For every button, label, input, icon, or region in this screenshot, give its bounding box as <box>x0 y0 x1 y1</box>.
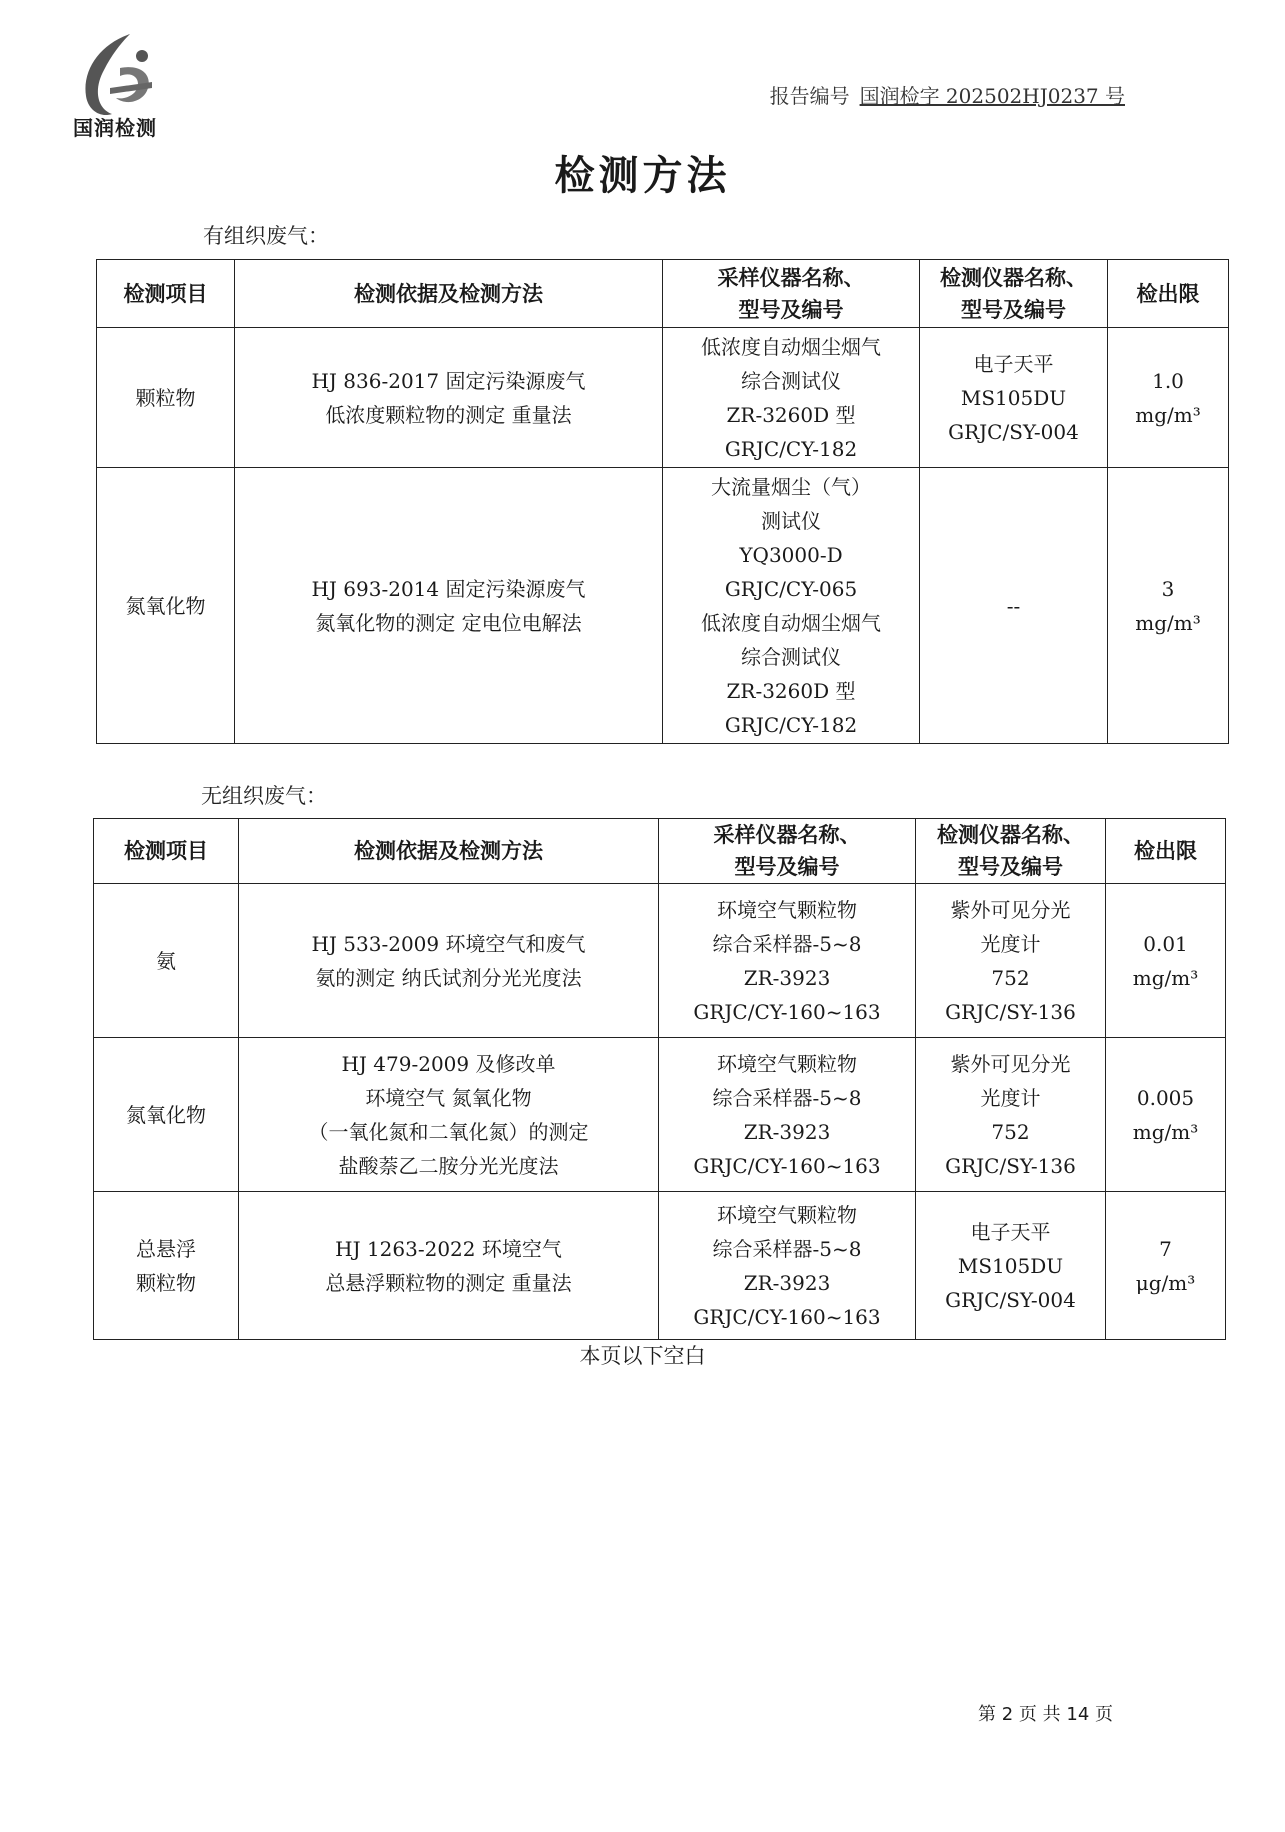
cell-line: HJ 836-2017 固定污染源废气 <box>311 368 586 393</box>
item-cell <box>94 1038 239 1192</box>
sampler-cell <box>659 1038 916 1192</box>
cell-line: 采样仪器名称、 <box>717 265 865 290</box>
cell-line: HJ 1263-2022 环境空气 <box>335 1236 562 1261</box>
cell-line: 颗粒物 <box>136 1270 196 1295</box>
report-number-value: 国润检字 202502HJ0237 号 <box>859 84 1125 108</box>
cell-line: 总悬浮颗粒物的测定 重量法 <box>325 1270 572 1295</box>
cell-line: 检测仪器名称、 <box>937 823 1084 847</box>
cell-line: ZR-3260D 型 <box>726 678 856 703</box>
cell-line: 氨 <box>156 948 176 973</box>
header-instrument <box>920 260 1108 328</box>
cell-line: 检测仪器名称、 <box>940 265 1087 290</box>
instrument-cell <box>916 1192 1106 1340</box>
limit-value: 3 <box>1161 576 1175 601</box>
cell-line: YQ3000-D <box>739 542 843 567</box>
cell-line: ZR-3260D 型 <box>726 402 856 427</box>
cell-line: 氮氧化物 <box>125 593 206 618</box>
cell-line: 检测项目 <box>123 281 208 306</box>
cell-line: 综合测试仪 <box>741 368 841 393</box>
sampler-cell <box>663 468 920 744</box>
cell-line: 光度计 <box>980 931 1041 956</box>
fugitive-section-label: 无组织废气： <box>201 784 327 808</box>
cell-line: 氮氧化物的测定 定电位电解法 <box>315 610 582 635</box>
cell-line: 环境空气 氮氧化物 <box>365 1085 532 1110</box>
cell-line: MS105DU <box>960 385 1067 410</box>
cell-line: HJ 693-2014 固定污染源废气 <box>311 576 586 601</box>
cell-line: 检测依据及检测方法 <box>354 281 543 306</box>
method-cell <box>239 1192 659 1340</box>
cell-line: 综合采样器-5~8 <box>712 1085 862 1110</box>
cell-line: 大流量烟尘（气） <box>711 474 871 499</box>
limit-cell <box>1108 328 1229 468</box>
cell-line: 752 <box>991 1119 1030 1144</box>
table-row <box>97 468 1229 744</box>
page-title: 检测方法 <box>554 153 731 199</box>
limit-value: 0.005 <box>1136 1085 1195 1110</box>
method-cell <box>235 328 663 468</box>
limit-value: 1.0 <box>1152 368 1184 393</box>
cell-line: 总悬浮 <box>136 1236 196 1261</box>
organized-section-label: 有组织废气： <box>203 224 329 248</box>
instrument-cell <box>920 328 1108 468</box>
table-row <box>97 328 1229 468</box>
limit-value: 0.01 <box>1143 931 1188 956</box>
cell-line: HJ 479-2009 及修改单 <box>341 1051 556 1076</box>
cell-line: 综合采样器-5~8 <box>712 931 862 956</box>
table-header-row <box>97 260 1229 328</box>
cell-line: 紫外可见分光 <box>950 1051 1071 1076</box>
limit-cell <box>1106 1192 1226 1340</box>
cell-line: GRJC/CY-160~163 <box>693 1153 881 1178</box>
item-cell <box>94 884 239 1038</box>
cell-line: 综合测试仪 <box>741 644 841 669</box>
method-cell <box>239 884 659 1038</box>
cell-line: 盐酸萘乙二胺分光光度法 <box>338 1153 559 1178</box>
table-row <box>94 1038 1226 1192</box>
cell-line: GRJC/SY-004 <box>948 419 1079 444</box>
item-cell <box>97 328 235 468</box>
cell-line: 752 <box>991 965 1030 990</box>
cell-line: GRJC/CY-160~163 <box>693 1304 881 1329</box>
limit-unit: mg/m³ <box>1135 402 1201 427</box>
header-limit <box>1108 260 1229 328</box>
cell-line: 检出限 <box>1136 281 1200 306</box>
cell-line: ZR-3923 <box>743 1270 831 1295</box>
fugitive-methods-table <box>93 818 1226 1340</box>
limit-cell <box>1106 884 1226 1038</box>
header-sampler <box>663 260 920 328</box>
header-method <box>235 260 663 328</box>
cell-line: 型号及编号 <box>958 855 1063 879</box>
instrument-cell <box>916 884 1106 1038</box>
cell-line: 环境空气颗粒物 <box>717 897 857 922</box>
cell-line: 检出限 <box>1134 839 1197 863</box>
cell-line: -- <box>1006 593 1021 618</box>
method-cell <box>235 468 663 744</box>
limit-cell <box>1108 468 1229 744</box>
cell-line: 型号及编号 <box>734 855 840 879</box>
cell-line: ZR-3923 <box>743 1119 831 1144</box>
cell-line: 检测项目 <box>124 839 208 863</box>
cell-line: 综合采样器-5~8 <box>712 1236 862 1261</box>
limit-value: 7 <box>1159 1236 1172 1261</box>
blank-below-note: 本页以下空白 <box>579 1344 706 1368</box>
cell-line: GRJC/SY-004 <box>945 1287 1076 1312</box>
header-item <box>97 260 235 328</box>
header-limit <box>1106 819 1226 884</box>
limit-unit: mg/m³ <box>1132 1119 1199 1144</box>
header-instrument <box>916 819 1106 884</box>
cell-line: 采样仪器名称、 <box>713 823 861 847</box>
cell-line: 紫外可见分光 <box>950 897 1071 922</box>
table-row <box>94 884 1226 1038</box>
method-cell <box>239 1038 659 1192</box>
cell-line: GRJC/CY-182 <box>724 712 858 737</box>
cell-line: GRJC/SY-136 <box>945 1153 1076 1178</box>
cell-line: 环境空气颗粒物 <box>717 1202 857 1227</box>
table-row <box>94 1192 1226 1340</box>
page-number: 第 2 页 共 14 页 <box>978 1704 1113 1725</box>
sampler-cell <box>659 1192 916 1340</box>
header-sampler <box>659 819 916 884</box>
item-cell <box>94 1192 239 1340</box>
cell-line: GRJC/CY-160~163 <box>693 999 881 1024</box>
cell-line: 电子天平 <box>970 1219 1051 1244</box>
cell-line: 测试仪 <box>761 508 821 533</box>
instrument-cell <box>920 468 1108 744</box>
report-number <box>770 80 1125 109</box>
cell-line: 型号及编号 <box>961 297 1066 322</box>
limit-unit: mg/m³ <box>1132 965 1199 990</box>
logo-text: 国润检测 <box>73 116 157 140</box>
cell-line: 低浓度自动烟尘烟气 <box>701 610 881 635</box>
cell-line: GRJC/CY-065 <box>724 576 858 601</box>
cell-line: 氮氧化物 <box>126 1102 206 1127</box>
header-item <box>94 819 239 884</box>
cell-line: 光度计 <box>980 1085 1041 1110</box>
report-number-label: 报告编号 <box>769 84 850 108</box>
cell-line: 检测依据及检测方法 <box>354 839 543 863</box>
cell-line: GRJC/CY-182 <box>724 436 858 461</box>
cell-line: 环境空气颗粒物 <box>717 1051 857 1076</box>
cell-line: ZR-3923 <box>743 965 831 990</box>
cell-line: 氨的测定 纳氏试剂分光光度法 <box>315 965 582 990</box>
cell-line: 低浓度颗粒物的测定 重量法 <box>325 402 572 427</box>
instrument-cell <box>916 1038 1106 1192</box>
cell-line: 型号及编号 <box>738 297 844 322</box>
header-method <box>239 819 659 884</box>
limit-unit: μg/m³ <box>1135 1270 1196 1295</box>
limit-cell <box>1106 1038 1226 1192</box>
item-cell <box>97 468 235 744</box>
limit-unit: mg/m³ <box>1135 610 1201 635</box>
cell-line: 电子天平 <box>973 351 1054 376</box>
cell-line: HJ 533-2009 环境空气和废气 <box>311 931 586 956</box>
cell-line: 颗粒物 <box>135 385 196 410</box>
cell-line: MS105DU <box>957 1253 1064 1278</box>
table-header-row <box>94 819 1226 884</box>
sampler-cell <box>659 884 916 1038</box>
organized-methods-table <box>96 259 1229 744</box>
sampler-cell <box>663 328 920 468</box>
cell-line: GRJC/SY-136 <box>945 999 1076 1024</box>
cell-line: 低浓度自动烟尘烟气 <box>701 334 881 359</box>
cell-line: （一氧化氮和二氧化氮）的测定 <box>308 1119 589 1144</box>
